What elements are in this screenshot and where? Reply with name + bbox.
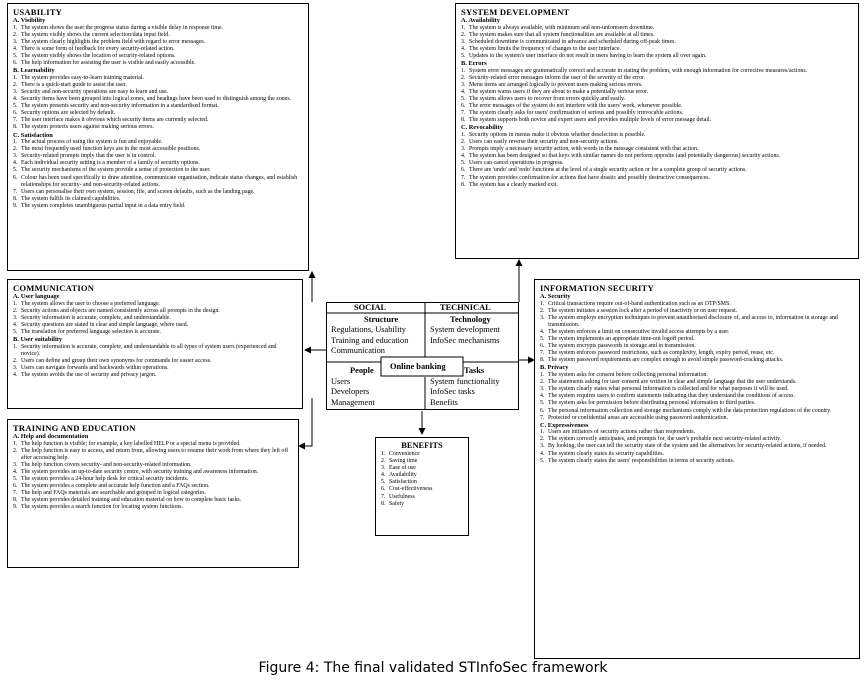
list-item: 1. The system is always available, with minimum and non-unforeseen downtime. bbox=[461, 24, 655, 31]
technology-label: Technology bbox=[450, 315, 491, 324]
list-item: 4. The system limits the frequency of changes to the user interface. bbox=[461, 45, 621, 52]
people-item-2: Management bbox=[331, 398, 375, 407]
list-item: 5. Users can cancel operations in progress. bbox=[461, 160, 564, 167]
sysdev-c-heading: C. Revocability bbox=[461, 124, 503, 132]
list-item: 1. Convenience bbox=[381, 451, 420, 457]
list-item: 5. The system clearly states the users' responsibilities in terms of security actions. bbox=[540, 457, 735, 464]
list-item: 4. Availability bbox=[381, 472, 417, 479]
list-item: 1. The system provides easy-to-learn training material. bbox=[13, 74, 145, 81]
list-item: 2. Security-related error messages inform the user of the severity of the error. bbox=[461, 74, 645, 81]
list-item: 3. Scheduled downtime is communicated in advance and scheduled during off-peak times. bbox=[461, 38, 676, 45]
list-item: 4. The system has been designed so that keys with similar names do not perform opposite (and potentially dangerous) security actions. bbox=[461, 153, 781, 160]
list-item: 6. Colour has been used specifically to draw attention, communicate organisation, indicate status changes, and establish relationships for security- and non-security-related actions. bbox=[13, 174, 298, 188]
list-item: 2. The most frequently used function keys are in the most accessible positions. bbox=[13, 146, 201, 153]
list-item: 6. The help information for assisting the user is visible and easily accessible. bbox=[13, 60, 196, 67]
list-item: 5. The system asks for permission before distributing personal information to third parties. bbox=[540, 400, 756, 407]
list-item: 3. The system clearly states what personal information is collected and for what purposes it will be used. bbox=[540, 386, 789, 393]
list-item: 5. Satisfaction bbox=[381, 479, 417, 486]
list-item: 3. By looking, the user can tell the security state of the system and the alternatives for security-related actions, if needed. bbox=[540, 443, 827, 450]
list-item: 4. The system requires users to confirm statements indicating that they understand the conditions of access. bbox=[540, 393, 795, 400]
list-item: 3. Users can navigate forwards and backwards within operations. bbox=[13, 364, 169, 371]
list-item: 4. Each individual security setting is a member of a family of security options. bbox=[13, 160, 200, 167]
list-item: 5. The system allows users to recover from errors quickly and easily. bbox=[461, 96, 626, 103]
tasks-label: Tasks bbox=[464, 366, 485, 375]
list-item: 5. The system visibly shows the location of security-related options. bbox=[13, 52, 176, 59]
list-item: 5. The security mechanisms of the system provide a sense of protection to the user. bbox=[13, 167, 211, 174]
tasks-item-1: InfoSec tasks bbox=[430, 387, 475, 396]
list-item: 2. There is a quick-start guide to assist the user. bbox=[13, 81, 127, 88]
list-item: 2. The system correctly anticipates, and prompts for, the user's probable next security-related activity. bbox=[540, 436, 782, 443]
usability-a-heading: A. Visibility bbox=[13, 17, 46, 24]
list-item: 5. The translation for preferred language selection is accurate. bbox=[13, 328, 161, 335]
online-banking-label: Online banking bbox=[390, 362, 446, 371]
technology-item-0: System development bbox=[430, 325, 501, 334]
list-item: 9. The system completes unambiguous partial input in a data entry field. bbox=[13, 202, 186, 209]
infosec-b-heading: B. Privacy bbox=[540, 364, 569, 372]
infosec-a-heading: A. Security bbox=[540, 293, 571, 300]
system-development-title: SYSTEM DEVELOPMENT bbox=[461, 7, 570, 17]
list-item: 1. The help function is visible; for example, a key labelled HELP or a special menu is provided. bbox=[13, 440, 241, 447]
list-item: 8. The system protects users against making serious errors. bbox=[13, 124, 154, 131]
list-item: 1. The actual process of using the system is fun and enjoyable. bbox=[13, 139, 163, 146]
list-item: 1. System error messages are grammatically correct and accurate in stating the problem, with enough information for corrective measures/actions. bbox=[461, 67, 808, 74]
communication-b-heading: B. User suitability bbox=[13, 336, 63, 344]
list-item: 4. Security questions are stated in clear and simple language, where used. bbox=[13, 321, 189, 328]
structure-item-1: Training and education bbox=[331, 336, 409, 345]
list-item: 4. The system provides an up-to-date security centre, with security training and awareness information. bbox=[13, 468, 259, 475]
list-item: 6. Security options are selected by default. bbox=[13, 110, 116, 117]
list-item: 6. The personal information collection and storage mechanisms comply with the data protection regulations of the country. bbox=[540, 407, 832, 414]
list-item: 6. The system provides a complete and accurate help function and a FAQs section. bbox=[13, 483, 210, 490]
tasks-item-0: System functionality bbox=[430, 377, 500, 386]
list-item: 3. Security information is accurate, complete, and understandable. bbox=[13, 314, 171, 321]
list-item: 3. The help function covers security- and non-security-related information. bbox=[13, 461, 192, 468]
benefits-box bbox=[375, 437, 469, 536]
training-title: TRAINING AND EDUCATION bbox=[13, 423, 136, 433]
list-item: 2. The system initiates a session lock after a period of inactivity or on user request. bbox=[540, 307, 738, 314]
usability-title: USABILITY bbox=[13, 7, 63, 17]
list-item: 3. Menu items are arranged logically to prevent users making serious errors. bbox=[461, 81, 643, 88]
people-label: People bbox=[350, 366, 374, 375]
information-security-title: INFORMATION SECURITY bbox=[540, 283, 654, 293]
list-item: 7. The user interface makes it obvious which security items are currently selected. bbox=[13, 117, 209, 124]
list-item: 3. Ease of use bbox=[381, 465, 416, 472]
list-item: 6. There are 'undo' and 'redo' functions at the level of a single security action or for a complete group of security actions. bbox=[461, 167, 747, 174]
sysdev-a-heading: A. Availability bbox=[461, 17, 500, 24]
list-item: 2. Users can define and group their own synonyms for commands for easier access. bbox=[13, 357, 212, 364]
list-item: 5. The system implements an appropriate time-out logoff period. bbox=[540, 336, 695, 343]
technology-item-1: InfoSec mechanisms bbox=[430, 336, 500, 345]
list-item: 3. Prompts imply a necessary security action, with words in the message consistent with that action. bbox=[461, 146, 699, 153]
list-item: 2. The statements asking for user consent are written in clear and simple language that the user understands. bbox=[540, 379, 797, 386]
list-item: 8. The system fulfils its claimed capabilities. bbox=[13, 195, 121, 202]
sysdev-b-heading: B. Errors bbox=[461, 60, 487, 68]
tasks-item-2: Benefits bbox=[430, 398, 458, 407]
list-item: 6. The error messages of the system do not interfere with the users' work, whenever possible. bbox=[461, 103, 683, 110]
social-header: SOCIAL bbox=[354, 303, 387, 312]
training-a-heading: A. Help and documentation bbox=[13, 433, 89, 440]
list-item: 7. Users can personalise their own system, session, file, and screen defaults, such as the landing page. bbox=[13, 188, 255, 195]
communication-title: COMMUNICATION bbox=[13, 283, 95, 293]
structure-item-0: Regulations, Usability bbox=[331, 325, 406, 334]
list-item: 7. The system provides confirmation for actions that have drastic and possibly destructive consequences. bbox=[461, 174, 710, 181]
list-item: 4. Security items have been grouped into logical zones, and headings have been used to distinguish among the zones. bbox=[13, 96, 292, 103]
list-item: 2. The system visibly shows the current selection/data input field. bbox=[13, 31, 170, 38]
list-item: 2. Users can easily reverse their security and non-security actions. bbox=[461, 139, 619, 146]
list-item: 6. The system encrypts passwords in storage and in transmission. bbox=[540, 343, 696, 350]
list-item: 3. Security and non-security operations are easy to learn and use. bbox=[13, 88, 169, 95]
list-item: 8. The system password requirements are complex enough to avoid simple password-cracking attacks. bbox=[540, 357, 784, 364]
list-item: 8. The system has a clearly marked exit. bbox=[461, 181, 558, 188]
list-item: 2. The system makes sure that all system functionalities are available at all times. bbox=[461, 31, 655, 38]
usability-b-heading: B. Learnability bbox=[13, 67, 55, 75]
list-item: 1. Users are initiators of security actions rather than respondents. bbox=[540, 429, 696, 436]
structure-item-2: Communication bbox=[331, 346, 385, 355]
list-item: 4. The system clearly states its security capabilities. bbox=[540, 450, 664, 457]
list-item: 8. The system supports both novice and expert users and provides multiple levels of error message detail. bbox=[461, 117, 712, 124]
structure-label: Structure bbox=[364, 315, 399, 324]
list-item: 3. The system clearly highlights the problem field with regard to error messages. bbox=[13, 38, 206, 45]
infosec-c-heading: C. Expressiveness bbox=[540, 421, 589, 429]
communication-a-heading: A. User language bbox=[13, 293, 60, 300]
list-item: 4. The system avoids the use of security and privacy jargon. bbox=[13, 372, 157, 379]
list-item: 1. Critical transactions require out-of-band authentication such as an OTP/SMS. bbox=[540, 300, 731, 307]
usability-c-heading: C. Satisfaction bbox=[13, 131, 53, 139]
benefits-title: BENEFITS bbox=[401, 441, 443, 450]
list-item: 4. There is some form of feedback for every security-related action. bbox=[13, 45, 175, 52]
list-item: 5. The system provides a 24-hour help desk for critical security incidents. bbox=[13, 476, 189, 483]
list-item: 7. Usefulness bbox=[381, 493, 415, 500]
list-item: 6. Cost-effectiveness bbox=[381, 486, 433, 493]
list-item: 1. Security options in menus make it obvious whether deselection is possible. bbox=[461, 132, 646, 138]
list-item: 3. The system employs encryption techniques to prevent unauthorised disclosure of, and access to, information in storage and transmission. bbox=[540, 314, 838, 328]
list-item: 1. The system shows the user the progress status during a visible delay in response time. bbox=[13, 24, 224, 31]
list-item: 2. Saving time bbox=[381, 458, 418, 465]
list-item: 4. The system enforces a limit on consecutive invalid access attempts by a user. bbox=[540, 328, 730, 335]
list-item: 7. The help and FAQs materials are searchable and grouped in logical categories. bbox=[13, 490, 207, 497]
list-item: 9. The system provides a search function for locating system functions. bbox=[13, 504, 183, 511]
list-item: 5. Updates to the system's user interface do not result in users having to learn the system all over again. bbox=[461, 52, 707, 59]
list-item: 3. Security-related prompts imply that the user is in control. bbox=[13, 153, 156, 160]
benefits-list bbox=[381, 451, 463, 508]
list-item: 7. The system enforces password restrictions, such as complexity, length, expiry period, reuse, etc. bbox=[540, 350, 775, 357]
list-item: 2. Security actions and objects are named consistently across all prompts in the design. bbox=[13, 307, 220, 314]
people-item-0: Users bbox=[331, 377, 351, 386]
list-item: 2. The help function is easy to access, and return from, allowing users to resume their work from where they left off after accessing help. bbox=[13, 447, 289, 461]
list-item: 1. Security information is accurate, complete, and understandable to all types of system users (experienced and novice). bbox=[13, 343, 277, 357]
list-item: 4. The system warns users if they are about to make a potentially serious error. bbox=[461, 88, 649, 95]
technical-header: TECHNICAL bbox=[440, 303, 491, 312]
list-item: 8. The system provides detailed training and education material on how to complete basic tasks. bbox=[13, 497, 242, 504]
people-item-1: Developers bbox=[331, 387, 370, 396]
list-item: 7. The system clearly asks for users' confirmation of serious and possibly irrevocable actions. bbox=[461, 110, 684, 117]
list-item: 7. Protected or confidential areas are accessible using password authentication. bbox=[540, 414, 729, 421]
list-item: 1. The system allows the user to choose a preferred language. bbox=[13, 300, 161, 307]
list-item: 8. Safety bbox=[381, 500, 405, 507]
list-item: 5. The system presents security and non-security information in a standardised format. bbox=[13, 103, 219, 110]
figure-caption: Figure 4: The final validated STInfoSec framework bbox=[258, 660, 608, 676]
list-item: 1. The system asks for consent before collecting personal information. bbox=[540, 372, 708, 379]
